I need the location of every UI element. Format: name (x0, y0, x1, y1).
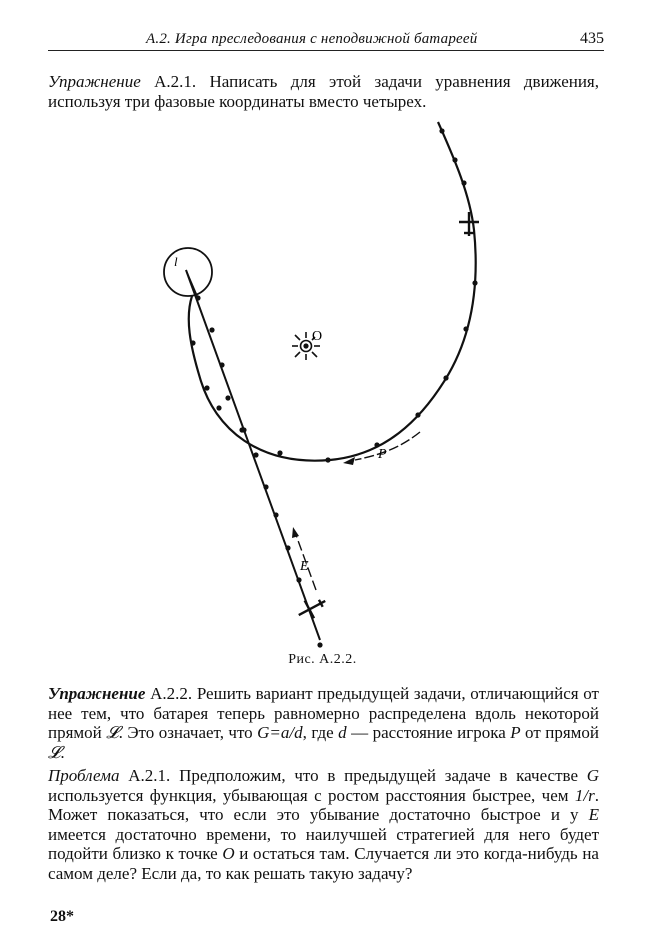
evader-dot (225, 395, 230, 400)
pursuer-dots (190, 128, 477, 462)
problem-text-part: . Может показаться, что если это убывание достаточно быстрое и у (48, 785, 599, 825)
pursuer-dot (415, 412, 420, 417)
e-symbol: E (588, 805, 599, 825)
evader-dot (285, 545, 290, 550)
exercise-text-part: , где (302, 723, 339, 743)
exercise-text-part: . (60, 742, 65, 762)
p-symbol: P (510, 723, 521, 743)
problem-number: А.2.1. (128, 766, 171, 785)
pursuer-dot (463, 326, 468, 331)
evader-dot (317, 642, 322, 647)
page-number: 435 (580, 30, 604, 47)
running-header (48, 28, 604, 51)
problem-text-part: используется функция, убывающая с ростом расстояния быстрее, чем (48, 785, 575, 805)
evader-dot (253, 452, 258, 457)
exercise-number: А.2.1. (154, 72, 197, 91)
label-l: l (174, 254, 178, 269)
problem-label: Проблема (48, 766, 120, 785)
exercise-a-2-1 (48, 72, 599, 111)
running-title: А.2. Игра преследования с неподвижной батареей (146, 31, 478, 47)
label-P: P (378, 447, 387, 462)
pursuer-dot (452, 157, 457, 162)
pursuer-trajectory (189, 122, 476, 461)
exercise-text-part: от прямой (520, 723, 600, 743)
capture-circle (164, 248, 212, 296)
exercise-label: Упражнение (48, 72, 141, 91)
pursuer-dot (443, 375, 448, 380)
pursuer-plane-icon (459, 212, 479, 236)
pursuer-dot (216, 405, 221, 410)
evader-dot (296, 577, 301, 582)
evader-dot (219, 362, 224, 367)
exercise-text-part: Решить вариант предыдущей задачи, отличающийся от нее тем, что батарея теперь равномерно распределена вдоль некоторой прямой (48, 684, 599, 743)
label-O: O (312, 329, 323, 344)
figure-caption: Рис. А.2.2. (288, 652, 357, 667)
problem-a-2-1 (48, 766, 599, 884)
r-expression: 1/r (574, 785, 595, 805)
signature-mark: 28* (50, 908, 74, 925)
evader-trajectory (186, 270, 323, 640)
exercise-label: Упражнение (48, 684, 146, 703)
formula: G=a/d (257, 723, 303, 743)
problem-text-part: и остаться там. Случается ли это когда-нибудь на самом деле? Если да, то как решать такую задачу? (48, 844, 599, 883)
exercise-text-part: . Это означает, что (118, 723, 258, 743)
d-symbol: d (338, 723, 347, 743)
label-E: E (300, 559, 309, 574)
pursuer-dot (204, 385, 209, 390)
evader-arrowhead (292, 527, 299, 538)
pursuer-dot (439, 128, 444, 133)
pursuer-dot (277, 450, 282, 455)
pursuer-dot (325, 457, 330, 462)
pursuer-dot (190, 340, 195, 345)
exercise-text: Написать для этой задачи уравнения движения, используя три фазовые координаты вместо четырех. (48, 72, 600, 111)
pursuer-dot (461, 180, 466, 185)
pursuer-direction-arrow (355, 432, 420, 460)
exercise-number: А.2.2. (150, 684, 193, 703)
exercise-a-2-2 (48, 684, 599, 762)
evader-dot (209, 327, 214, 332)
evader-dot (263, 484, 268, 489)
pursuer-dot (472, 280, 477, 285)
o-symbol: O (222, 844, 235, 864)
exercise-text-part: — расстояние игрока (346, 723, 511, 743)
g-symbol: G (586, 766, 600, 785)
problem-text-part: имеется достаточно времени, то наилучшей стратегией для него будет подойти близко к точке (48, 824, 599, 864)
evader-dot (273, 512, 278, 517)
line-symbol: 𝓛 (106, 723, 119, 743)
problem-text-part: Предположим, что в предыдущей задаче в качестве (179, 766, 587, 785)
line-symbol: 𝓛 (48, 742, 61, 762)
pursuer-dot (195, 295, 200, 300)
evader-dot (241, 427, 246, 432)
radius-line (186, 270, 198, 298)
figure-a-2-2 (0, 110, 645, 670)
